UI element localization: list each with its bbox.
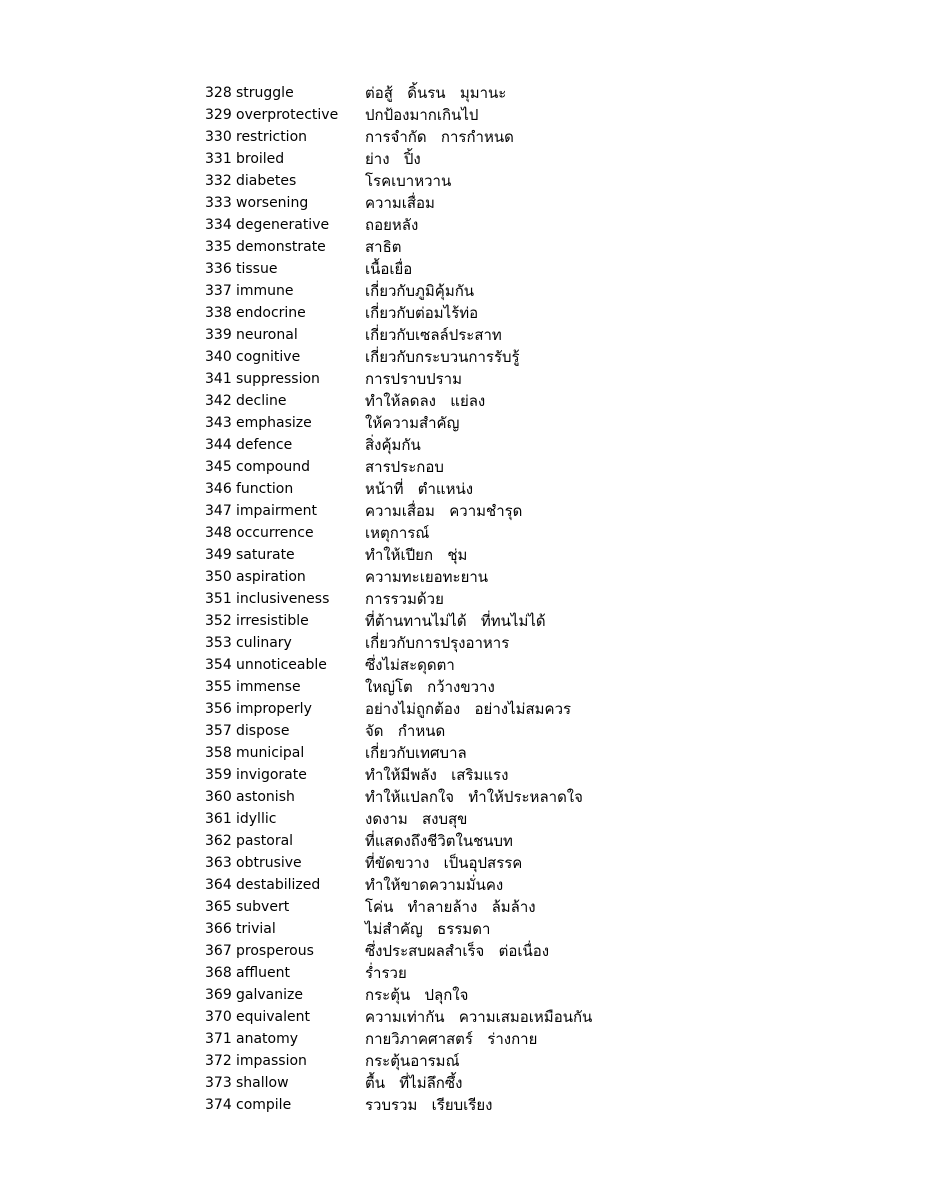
vocab-entry	[205, 324, 592, 346]
english-word: inclusiveness	[236, 591, 330, 607]
thai-meaning: เหตุการณ์	[365, 524, 430, 542]
entry-number: 368	[205, 965, 232, 981]
thai-meaning: ให้ความสำคัญ	[365, 414, 460, 432]
english-word: immune	[236, 283, 294, 299]
entry-number: 364	[205, 877, 232, 893]
entry-number: 329	[205, 107, 232, 123]
entry-number: 373	[205, 1075, 232, 1091]
entry-number: 370	[205, 1009, 232, 1025]
vocab-entry	[205, 742, 592, 764]
english-word: affluent	[236, 965, 290, 981]
english-word: function	[236, 481, 294, 497]
english-word: dispose	[236, 723, 290, 739]
english-word: suppression	[236, 371, 320, 387]
vocab-entry	[205, 654, 592, 676]
english-word: overprotective	[236, 107, 339, 123]
thai-meaning: ซึ่งประสบผลสำเร็จ ต่อเนื่อง	[365, 942, 550, 960]
english-word: shallow	[236, 1075, 289, 1091]
thai-meaning: ตื้น ที่ไม่ลึกซึ้ง	[365, 1074, 463, 1092]
entry-number: 343	[205, 415, 232, 431]
entry-number: 367	[205, 943, 232, 959]
vocab-entry	[205, 786, 592, 808]
english-word: saturate	[236, 547, 295, 563]
thai-meaning: เกี่ยวกับเทศบาล	[365, 744, 467, 762]
vocab-entry	[205, 874, 592, 896]
vocab-entry	[205, 896, 592, 918]
english-word: prosperous	[236, 943, 314, 959]
thai-meaning: ทำให้ขาดความมั่นคง	[365, 876, 504, 894]
vocab-entry	[205, 610, 592, 632]
thai-meaning: ปกป้องมากเกินไป	[365, 106, 479, 124]
vocab-entry	[205, 918, 592, 940]
english-word: demonstrate	[236, 239, 326, 255]
entry-number: 353	[205, 635, 232, 651]
entry-number: 371	[205, 1031, 232, 1047]
thai-meaning: ไม่สำคัญ ธรรมดา	[365, 920, 491, 938]
vocab-entry	[205, 1006, 592, 1028]
entry-number: 352	[205, 613, 232, 629]
entry-number: 356	[205, 701, 232, 717]
english-word: obtrusive	[236, 855, 302, 871]
thai-meaning: เกี่ยวกับเซลล์ประสาท	[365, 326, 502, 344]
thai-meaning: การจำกัด การกำหนด	[365, 128, 514, 146]
thai-meaning: ต่อสู้ ดิ้นรน มุมานะ	[365, 84, 507, 102]
english-word: defence	[236, 437, 293, 453]
thai-meaning: ซึ่งไม่สะดุดตา	[365, 656, 455, 674]
thai-meaning: ทำให้มีพลัง เสริมแรง	[365, 766, 509, 784]
entry-number: 334	[205, 217, 232, 233]
vocab-entry	[205, 192, 592, 214]
vocab-entry	[205, 1028, 592, 1050]
english-word: compound	[236, 459, 310, 475]
vocab-entry	[205, 698, 592, 720]
entry-number: 366	[205, 921, 232, 937]
vocab-entry	[205, 962, 592, 984]
vocab-entry	[205, 346, 592, 368]
vocabulary-list	[205, 82, 592, 1116]
english-word: municipal	[236, 745, 305, 761]
english-word: immense	[236, 679, 301, 695]
english-word: invigorate	[236, 767, 307, 783]
vocab-entry	[205, 1050, 592, 1072]
entry-number: 328	[205, 85, 232, 101]
thai-meaning: การปราบปราม	[365, 370, 462, 388]
entry-number: 355	[205, 679, 232, 695]
thai-meaning: โรคเบาหวาน	[365, 172, 452, 190]
vocab-entry	[205, 412, 592, 434]
english-word: trivial	[236, 921, 276, 937]
entry-number: 348	[205, 525, 232, 541]
entry-number: 372	[205, 1053, 232, 1069]
entry-number: 351	[205, 591, 232, 607]
english-word: restriction	[236, 129, 308, 145]
thai-meaning: ที่ขัดขวาง เป็นอุปสรรค	[365, 854, 523, 872]
english-word: idyllic	[236, 811, 277, 827]
vocab-entry	[205, 148, 592, 170]
vocab-entry	[205, 720, 592, 742]
thai-meaning: สารประกอบ	[365, 458, 444, 476]
entry-number: 345	[205, 459, 232, 475]
thai-meaning: โค่น ทำลายล้าง ล้มล้าง	[365, 898, 536, 916]
entry-number: 361	[205, 811, 232, 827]
thai-meaning: ถอยหลัง	[365, 216, 419, 234]
english-word: pastoral	[236, 833, 294, 849]
vocab-entry	[205, 126, 592, 148]
thai-meaning: ความทะเยอทะยาน	[365, 568, 489, 586]
thai-meaning: อย่างไม่ถูกต้อง อย่างไม่สมควร	[365, 700, 572, 718]
entry-number: 340	[205, 349, 232, 365]
entry-number: 339	[205, 327, 232, 343]
thai-meaning: สิ่งคุ้มกัน	[365, 436, 421, 454]
thai-meaning: เกี่ยวกับการปรุงอาหาร	[365, 634, 510, 652]
thai-meaning: ย่าง ปิ้ง	[365, 150, 421, 168]
thai-meaning: สาธิต	[365, 238, 402, 256]
vocab-entry	[205, 808, 592, 830]
thai-meaning: หน้าที่ ตำแหน่ง	[365, 480, 474, 498]
vocab-entry	[205, 632, 592, 654]
entry-number: 362	[205, 833, 232, 849]
thai-meaning: เกี่ยวกับกระบวนการรับรู้	[365, 348, 520, 366]
thai-meaning: ความเสื่อม	[365, 194, 435, 212]
vocab-entry	[205, 170, 592, 192]
entry-number: 346	[205, 481, 232, 497]
entry-number: 336	[205, 261, 232, 277]
entry-number: 363	[205, 855, 232, 871]
english-word: cognitive	[236, 349, 301, 365]
vocab-entry	[205, 434, 592, 456]
vocab-entry	[205, 522, 592, 544]
entry-number: 332	[205, 173, 232, 189]
thai-meaning: กายวิภาคศาสตร์ ร่างกาย	[365, 1030, 538, 1048]
entry-number: 341	[205, 371, 232, 387]
thai-meaning: รวบรวม เรียบเรียง	[365, 1096, 493, 1114]
english-word: emphasize	[236, 415, 312, 431]
entry-number: 358	[205, 745, 232, 761]
entry-number: 333	[205, 195, 232, 211]
vocab-entry	[205, 214, 592, 236]
vocab-entry	[205, 588, 592, 610]
english-word: broiled	[236, 151, 285, 167]
thai-meaning: งดงาม สงบสุข	[365, 810, 468, 828]
vocab-entry	[205, 852, 592, 874]
vocab-entry	[205, 456, 592, 478]
entry-number: 337	[205, 283, 232, 299]
english-word: irresistible	[236, 613, 309, 629]
vocab-entry	[205, 258, 592, 280]
vocab-entry	[205, 940, 592, 962]
vocab-entry	[205, 764, 592, 786]
entry-number: 342	[205, 393, 232, 409]
thai-meaning: ร่ำรวย	[365, 964, 407, 982]
entry-number: 347	[205, 503, 232, 519]
vocab-entry	[205, 984, 592, 1006]
entry-number: 350	[205, 569, 232, 585]
english-word: equivalent	[236, 1009, 310, 1025]
english-word: neuronal	[236, 327, 298, 343]
english-word: worsening	[236, 195, 309, 211]
entry-number: 374	[205, 1097, 232, 1113]
thai-meaning: ความเสื่อม ความชำรุด	[365, 502, 523, 520]
entry-number: 369	[205, 987, 232, 1003]
vocab-entry	[205, 1072, 592, 1094]
vocab-entry	[205, 1094, 592, 1116]
english-word: decline	[236, 393, 287, 409]
entry-number: 365	[205, 899, 232, 915]
english-word: impassion	[236, 1053, 307, 1069]
english-word: degenerative	[236, 217, 330, 233]
vocab-entry	[205, 82, 592, 104]
english-word: tissue	[236, 261, 278, 277]
entry-number: 354	[205, 657, 232, 673]
vocab-entry	[205, 104, 592, 126]
english-word: endocrine	[236, 305, 306, 321]
thai-meaning: กระตุ้น ปลุกใจ	[365, 986, 469, 1004]
thai-meaning: เกี่ยวกับภูมิคุ้มกัน	[365, 282, 475, 300]
vocab-entry	[205, 302, 592, 324]
vocab-entry	[205, 566, 592, 588]
english-word: improperly	[236, 701, 312, 717]
thai-meaning: เนื้อเยื่อ	[365, 260, 413, 278]
thai-meaning: ที่แสดงถึงชีวิตในชนบท	[365, 832, 513, 850]
english-word: occurrence	[236, 525, 314, 541]
english-word: anatomy	[236, 1031, 299, 1047]
vocab-entry	[205, 676, 592, 698]
english-word: culinary	[236, 635, 292, 651]
vocab-entry	[205, 544, 592, 566]
english-word: impairment	[236, 503, 318, 519]
entry-number: 359	[205, 767, 232, 783]
vocab-entry	[205, 500, 592, 522]
thai-meaning: ความเท่ากัน ความเสมอเหมือนกัน	[365, 1008, 593, 1026]
english-word: astonish	[236, 789, 295, 805]
english-word: destabilized	[236, 877, 321, 893]
english-word: aspiration	[236, 569, 306, 585]
thai-meaning: ทำให้แปลกใจ ทำให้ประหลาดใจ	[365, 788, 583, 806]
entry-number: 335	[205, 239, 232, 255]
thai-meaning: เกี่ยวกับต่อมไร้ท่อ	[365, 304, 479, 322]
vocab-entry	[205, 830, 592, 852]
vocab-entry	[205, 280, 592, 302]
entry-number: 338	[205, 305, 232, 321]
english-word: struggle	[236, 85, 294, 101]
vocab-entry	[205, 478, 592, 500]
thai-meaning: การรวมด้วย	[365, 590, 444, 608]
entry-number: 331	[205, 151, 232, 167]
entry-number: 357	[205, 723, 232, 739]
entry-number: 360	[205, 789, 232, 805]
thai-meaning: ใหญ่โต กว้างขวาง	[365, 678, 495, 696]
english-word: unnoticeable	[236, 657, 327, 673]
english-word: galvanize	[236, 987, 303, 1003]
entry-number: 330	[205, 129, 232, 145]
thai-meaning: กระตุ้นอารมณ์	[365, 1052, 460, 1070]
english-word: subvert	[236, 899, 290, 915]
vocab-entry	[205, 390, 592, 412]
thai-meaning: ที่ต้านทานไม่ได้ ที่ทนไม่ได้	[365, 612, 546, 630]
entry-number: 349	[205, 547, 232, 563]
entry-number: 344	[205, 437, 232, 453]
english-word: compile	[236, 1097, 292, 1113]
vocab-entry	[205, 236, 592, 258]
thai-meaning: จัด กำหนด	[365, 722, 446, 740]
vocab-entry	[205, 368, 592, 390]
english-word: diabetes	[236, 173, 297, 189]
thai-meaning: ทำให้ลดลง แย่ลง	[365, 392, 486, 410]
thai-meaning: ทำให้เปียก ชุ่ม	[365, 546, 468, 564]
